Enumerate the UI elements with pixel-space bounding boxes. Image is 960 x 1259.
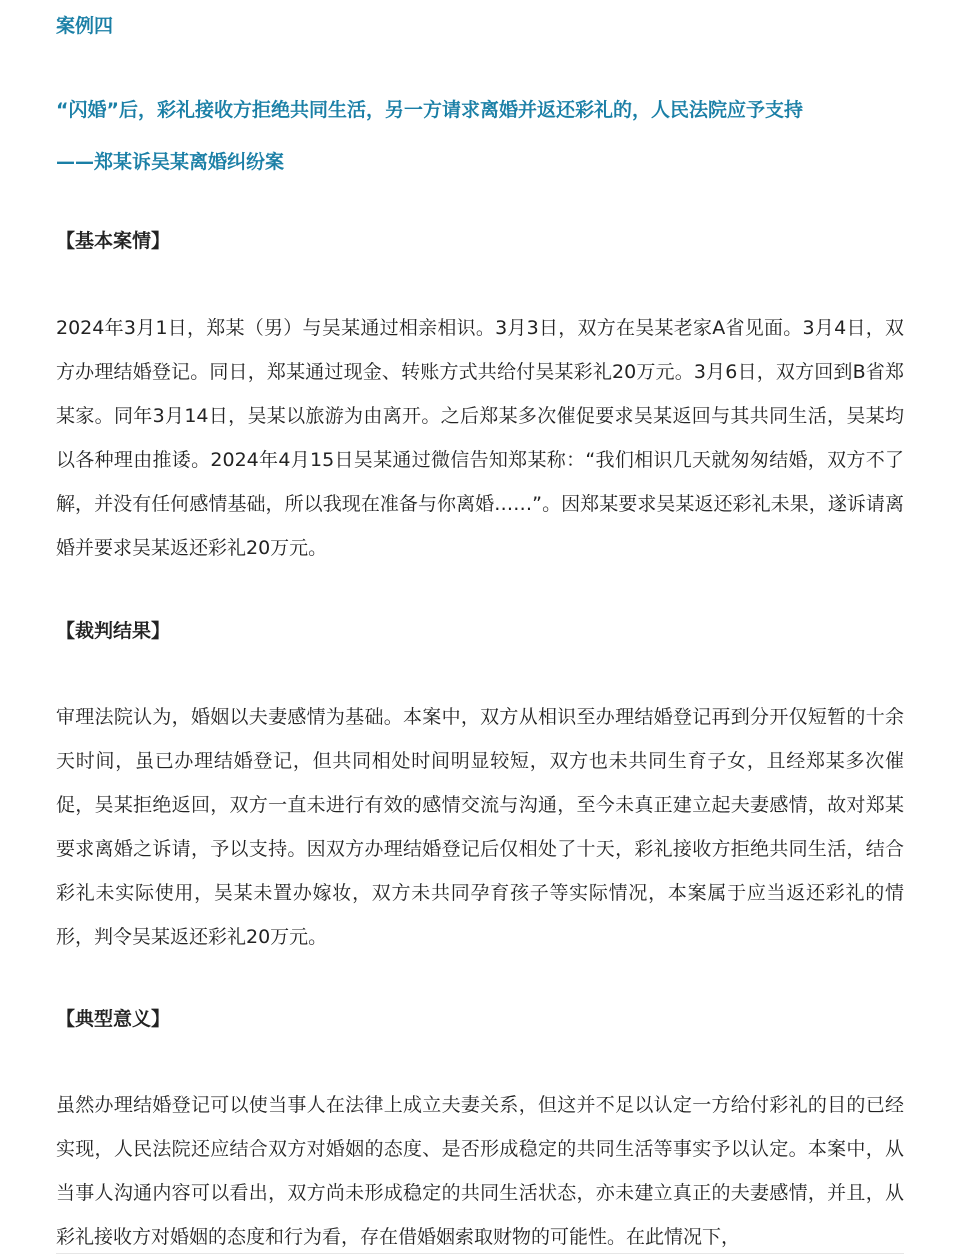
section-body-significance: 虽然办理结婚登记可以使当事人在法律上成立夫妻关系，但这并不足以认定一方给付彩礼的目的已经实现，人民法院还应结合双方对婚姻的态度、是否形成稳定的共同生活等事实予以认定。本案中，从当事人沟通内容可以看出，双方尚未形成稳定的共同生活状态，亦未建立真正的夫妻感情，并且，从彩礼接收方对婚姻的态度和行为看，存在借婚姻索取财物的可能性。在此情况下， xyxy=(56,1094,904,1248)
divider xyxy=(56,1253,904,1254)
section-body-verdict: 审理法院认为，婚姻以夫妻感情为基础。本案中，双方从相识至办理结婚登记再到分开仅短暂的十余天时间，虽已办理结婚登记，但共同相处时间明显较短，双方也未共同生育子女，且经郑某多次催促，吴某拒绝返回，双方一直未进行有效的感情交流与沟通，至今未真正建立起夫妻感情，故对郑某要求离婚之诉请，予以支持。因双方办理结婚登记后仅相处了十天，彩礼接收方拒绝共同生活，结合彩礼未实际使用，吴某未置办嫁妆，双方未共同孕育孩子等实际情况，本案属于应当返还彩礼的情形，判令吴某返还彩礼20万元。 xyxy=(56,706,904,948)
case-title-main: “闪婚”后，彩礼接收方拒绝共同生活，另一方请求离婚并返还彩礼的，人民法院应予支持 xyxy=(56,99,803,121)
section-heading-basic-facts: 【基本案情】 xyxy=(56,230,171,252)
case-title xyxy=(56,96,904,200)
section-body-basic-facts: 2024年3月1日，郑某（男）与吴某通过相亲相识。3月3日，双方在吴某老家A省见面。3月4日，双方办理结婚登记。同日，郑某通过现金、转账方式共给付吴某彩礼20万元。3月6日，双方回到B省郑某家。同年3月14日，吴某以旅游为由离开。之后郑某多次催促要求吴某返回与其共同生活，吴某均以各种理由推诿。2024年4月15日吴某通过微信告知郑某称：“我们相识几天就匆匆结婚，双方不了解，并没有任何感情基础，所以我现在准备与你离婚……”。因郑某要求吴某返还彩礼未果，遂诉请离婚并要求吴某返还彩礼20万元。 xyxy=(56,317,904,559)
section-heading-significance: 【典型意义】 xyxy=(56,1008,171,1030)
section-heading-verdict: 【裁判结果】 xyxy=(56,620,171,642)
case-label: 案例四 xyxy=(56,15,114,37)
case-title-subtitle: ——郑某诉吴某离婚纠纷案 xyxy=(56,151,285,173)
